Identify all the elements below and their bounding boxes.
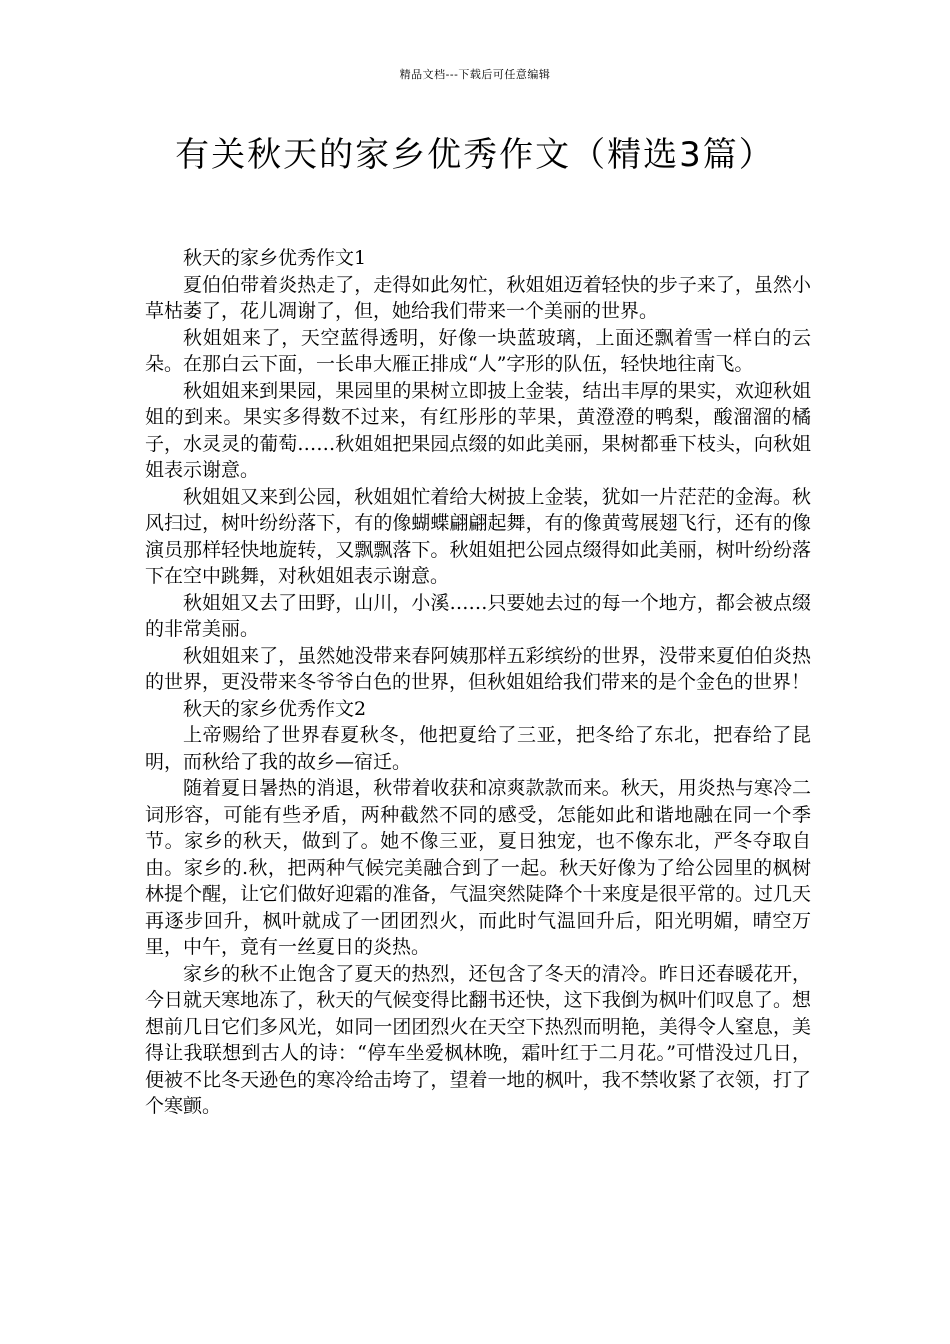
essay-2-paragraph-2: 随着夏日暑热的消退，秋带着收获和凉爽款款而来。秋天，用炎热与寒冷二词形容，可能有些矛盾，两种截然不同的感受，怎能如此和谐地融在同一个季节。家乡的秋天，做到了。她不像三亚，夏日独宠，也不像东北，严冬夺取自由。家乡的.秋，把两种气候完美融合到了一起。秋天好像为了给公园里的枫树林提个醒，让它们做好迎霜的准备，气温突然陡降个十来度是很平常的。过几天再逐步回升，枫叶就成了一团团烈火，而此时气温回升后，阳光明媚，晴空万里，中午，竟有一丝夏日的炎热。 [145,777,811,958]
essay-1-paragraph-5: 秋姐姐又去了田野，山川，小溪……只要她去过的每一个地方，都会被点缀的非常美丽。 [145,591,811,640]
essay-1-paragraph-6: 秋姐姐来了，虽然她没带来春阿姨那样五彩缤纷的世界，没带来夏伯伯炎热的世界，更没带来冬爷爷白色的世界，但秋姐姐给我们带来的是个金色的世界！ [145,644,811,693]
essay-1-paragraph-2: 秋姐姐来了，天空蓝得透明，好像一块蓝玻璃，上面还飘着雪一样白的云朵。在那白云下面，一长串大雁正排成“人”字形的队伍，轻快地往南飞。 [145,326,811,375]
essay-heading-2: 秋天的家乡优秀作文2 [183,697,367,720]
essay-2-paragraph-3: 家乡的秋不止饱含了夏天的热烈，还包含了冬天的清冷。昨日还春暖花开，今日就天寒地冻了，秋天的气候变得比翻书还快，这下我倒为枫叶们叹息了。想想前几日它们多风光，如同一团团烈火在天空下热烈而明艳，美得令人窒息，美得让我联想到古人的诗：“停车坐爱枫林晚，霜叶红于二月花。”可惜没过几日，便被不比冬天逊色的寒冷给击垮了，望着一地的枫叶，我不禁收紧了衣领，打了个寒颤。 [145,962,811,1117]
essay-heading-1: 秋天的家乡优秀作文1 [183,247,367,269]
document-header-note: 精品文档---下载后可任意编辑 [399,68,551,81]
essay-1-paragraph-3: 秋姐姐来到果园，果园里的果树立即披上金装，结出丰厚的果实，欢迎秋姐姐的到来。果实多得数不过来，有红彤彤的苹果，黄澄澄的鸭梨，酸溜溜的橘子，水灵灵的葡萄……秋姐姐把果园点缀的如此美丽，果树都垂下枝头，向秋姐姐表示谢意。 [145,379,811,481]
essay-section-2 [145,696,811,1120]
document-body [145,245,811,1120]
essay-section-1 [145,245,811,696]
essay-1-paragraph-4: 秋姐姐又来到公园，秋姐姐忙着给大树披上金装，犹如一片茫茫的金海。秋风扫过，树叶纷纷落下，有的像蝴蝶翩翩起舞，有的像黄莺展翅飞行，还有的像演员那样轻快地旋转，又飘飘落下。秋姐姐把公园点缀得如此美丽，树叶纷纷落下在空中跳舞，对秋姐姐表示谢意。 [145,485,811,587]
essay-2-paragraph-1: 上帝赐给了世界春夏秋冬，他把夏给了三亚，把冬给了东北，把春给了昆明，而秋给了我的故乡—宿迁。 [145,724,811,773]
document-title: 有关秋天的家乡优秀作文（精选3篇） [175,135,775,175]
essay-1-paragraph-1: 夏伯伯带着炎热走了，走得如此匆忙，秋姐姐迈着轻快的步子来了，虽然小草枯萎了，花儿凋谢了，但，她给我们带来一个美丽的世界。 [145,273,811,322]
